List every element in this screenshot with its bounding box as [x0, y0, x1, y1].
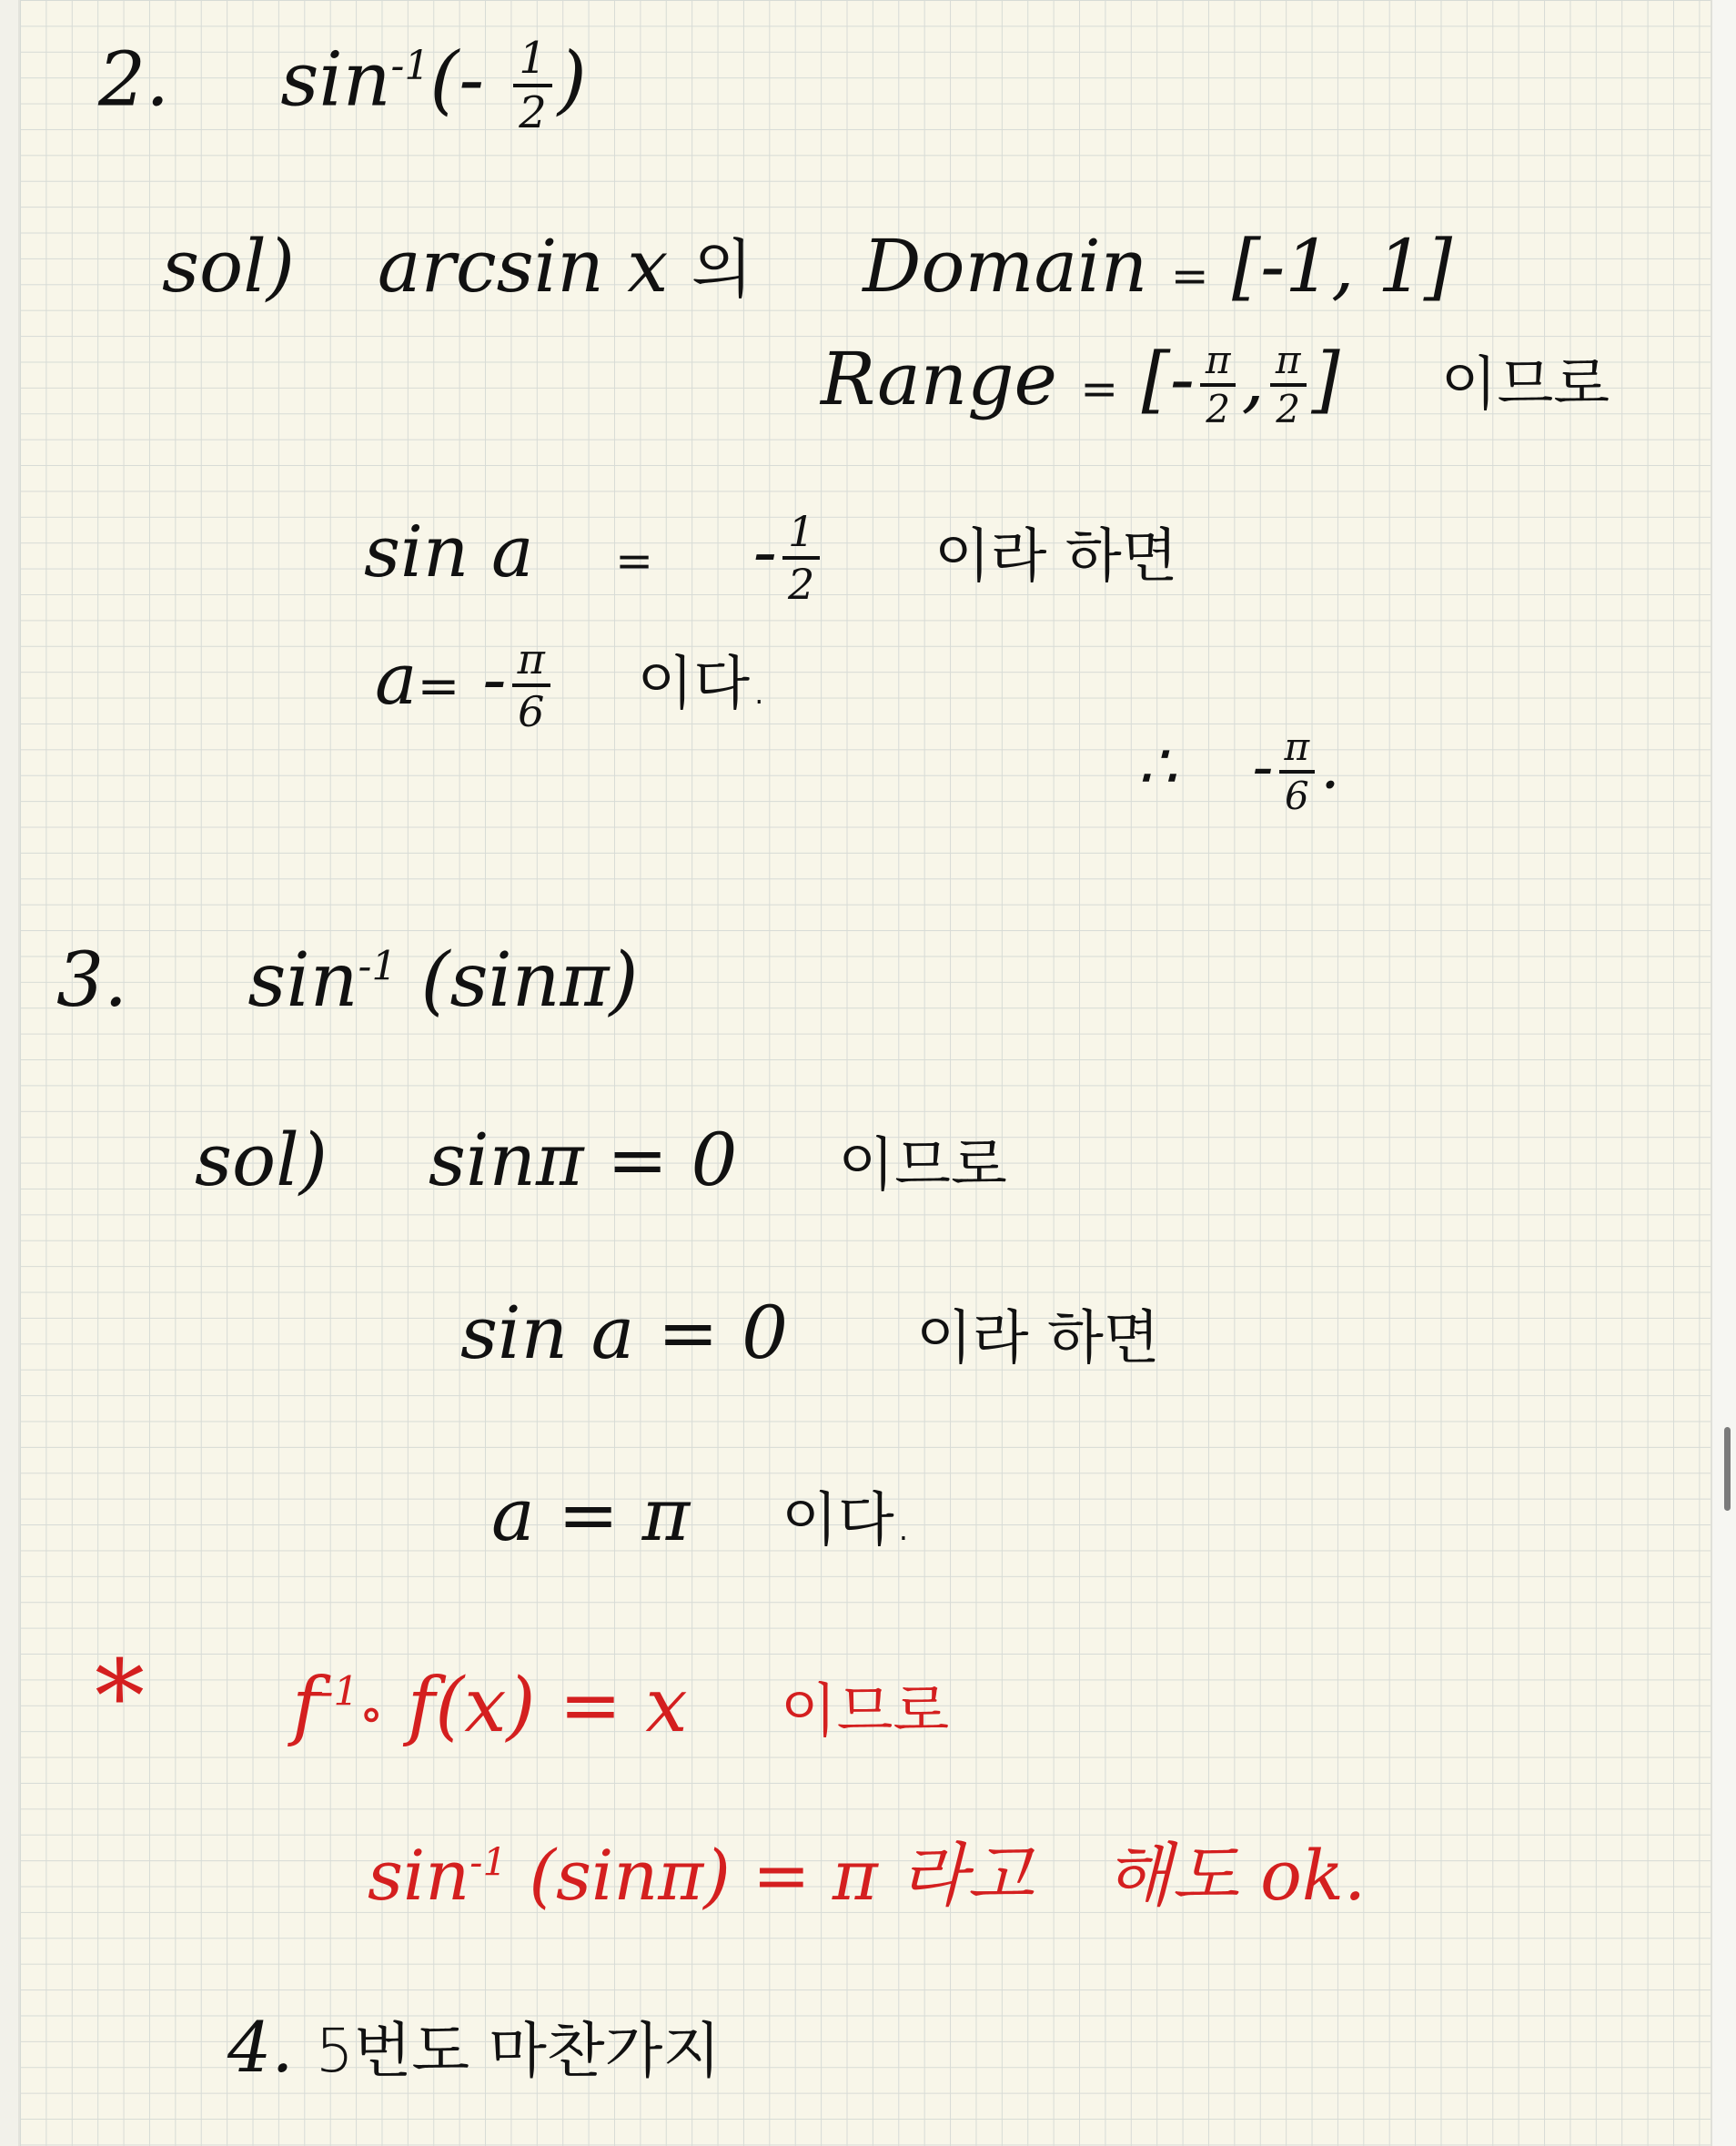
problem-2-open-paren: ( — [429, 36, 459, 124]
problem-3-label: 3. — [56, 937, 128, 1024]
problem-2-range-den-2: 2 — [1276, 387, 1301, 431]
problem-2-step-1-suffix: 이라 하면 — [934, 523, 1178, 591]
problem-2-minus: - — [459, 36, 485, 124]
problem-2-step-2-minus: - — [482, 639, 507, 721]
note-line-2-suffix: 해도 ok. — [1105, 1835, 1367, 1916]
problem-2-range-close: ] — [1311, 337, 1340, 421]
note-line-2-inverse-sup: -1 — [469, 1839, 508, 1885]
problem-3-sol-suffix: 이므로 — [838, 1132, 1007, 1200]
problem-2-range-comma: , — [1241, 337, 1265, 421]
problem-2-step-1-eq: = — [615, 534, 654, 587]
problem-2-step-1-fraction — [782, 506, 820, 609]
problem-2-range-eq: = — [1080, 362, 1119, 415]
problem-2-answer-fraction — [1279, 724, 1316, 818]
problem-3-step-1 — [460, 1291, 1160, 1375]
problem-2-step-2-den: 6 — [518, 686, 545, 736]
problem-2-step-1-den: 2 — [787, 559, 815, 609]
problem-2-step-2-eq: = — [417, 657, 460, 716]
problem-2-range-den-1: 2 — [1206, 387, 1231, 431]
problem-2-range-frac-1 — [1200, 338, 1236, 431]
problem-2-answer — [1137, 724, 1340, 818]
page-left-margin — [0, 0, 20, 2146]
problem-3-sol-prefix: sol) — [195, 1118, 328, 1202]
problem-2-step-2 — [375, 633, 769, 736]
problem-3-step-2-suffix: 이다. — [782, 1487, 913, 1554]
note-f-base: f — [292, 1663, 320, 1749]
problem-2-step-2-lhs: a — [375, 639, 418, 721]
problem-2-solution-range — [821, 337, 1610, 429]
note-line-2 — [368, 1820, 1366, 1919]
problem-2-sin: sin — [280, 36, 391, 124]
note-identity: f(x) = x — [407, 1663, 688, 1749]
problem-4-text: 5번도 마찬가지 — [315, 2016, 722, 2086]
note-compose: ∘ — [358, 1685, 384, 1744]
problem-3-solution — [195, 1118, 1007, 1202]
problem-2-answer-dot: . — [1320, 731, 1340, 804]
note-f-inverse-sup: -1 — [319, 1668, 359, 1716]
problem-2-therefore: ∴ — [1137, 731, 1177, 804]
problem-2-heading — [98, 33, 587, 138]
problem-2-fraction-den: 2 — [519, 87, 547, 138]
problem-2-sol-particle: 의 — [691, 232, 753, 307]
problem-3-sin: sin — [247, 937, 358, 1024]
note-line-2-rest: (sinπ) = π 라고 — [529, 1835, 1034, 1916]
problem-2-domain-value: [-1, 1] — [1232, 224, 1453, 309]
problem-3-step-1-suffix: 이라 하면 — [915, 1305, 1160, 1372]
problem-3-step-1-line: sin a = 0 — [460, 1291, 789, 1375]
problem-2-sol-prefix: sol) — [162, 224, 296, 309]
problem-4-label: 4. — [227, 2007, 294, 2088]
problem-2-range-label: Range — [821, 337, 1057, 421]
problem-2-domain-eq: = — [1170, 249, 1209, 302]
problem-2-fraction — [513, 33, 552, 138]
problem-3-heading — [56, 937, 638, 1024]
problem-3-step-2-line: a = π — [491, 1473, 691, 1557]
problem-2-step-1-minus: - — [752, 511, 777, 593]
problem-2-step-2-suffix: 이다. — [637, 651, 769, 718]
problem-2-step-2-fraction — [512, 633, 550, 736]
note-line-1 — [95, 1638, 949, 1755]
problem-2-step-2-num: π — [512, 638, 550, 687]
problem-4-line — [227, 2002, 721, 2089]
problem-2-answer-num: π — [1279, 728, 1316, 774]
problem-2-range-frac-2 — [1270, 338, 1307, 431]
scrollbar-thumb[interactable] — [1724, 1427, 1731, 1511]
problem-2-range-num-2: π — [1270, 341, 1307, 387]
problem-2-step-1 — [364, 506, 1178, 609]
problem-2-inverse-sup: -1 — [390, 43, 430, 90]
problem-3-step-2 — [491, 1473, 913, 1557]
note-star: * — [95, 1638, 145, 1755]
problem-2-range-open: [- — [1141, 337, 1195, 421]
page-right-margin — [1711, 0, 1736, 2146]
problem-2-fraction-num: 1 — [513, 36, 552, 87]
problem-3-sol-line: sinπ = 0 — [428, 1118, 738, 1202]
problem-2-step-1-num: 1 — [782, 511, 820, 560]
problem-3-inverse-sup: -1 — [358, 943, 398, 990]
problem-2-step-1-lhs: sin a — [364, 511, 534, 593]
problem-2-range-suffix: 이므로 — [1440, 351, 1610, 419]
problem-2-close-paren: ) — [557, 36, 587, 124]
problem-2-answer-minus: - — [1252, 731, 1274, 804]
problem-2-label: 2. — [98, 36, 170, 124]
problem-3-arg: (sinπ) — [420, 937, 639, 1024]
problem-2-domain-label: Domain — [863, 224, 1148, 309]
problem-2-solution-domain — [162, 218, 1452, 310]
problem-2-sol-func: arcsin x — [377, 224, 669, 309]
note-line-2-sin: sin — [368, 1835, 470, 1916]
problem-2-answer-den: 6 — [1284, 774, 1309, 818]
note-suffix: 이므로 — [780, 1678, 950, 1746]
problem-2-range-num-1: π — [1200, 341, 1236, 387]
